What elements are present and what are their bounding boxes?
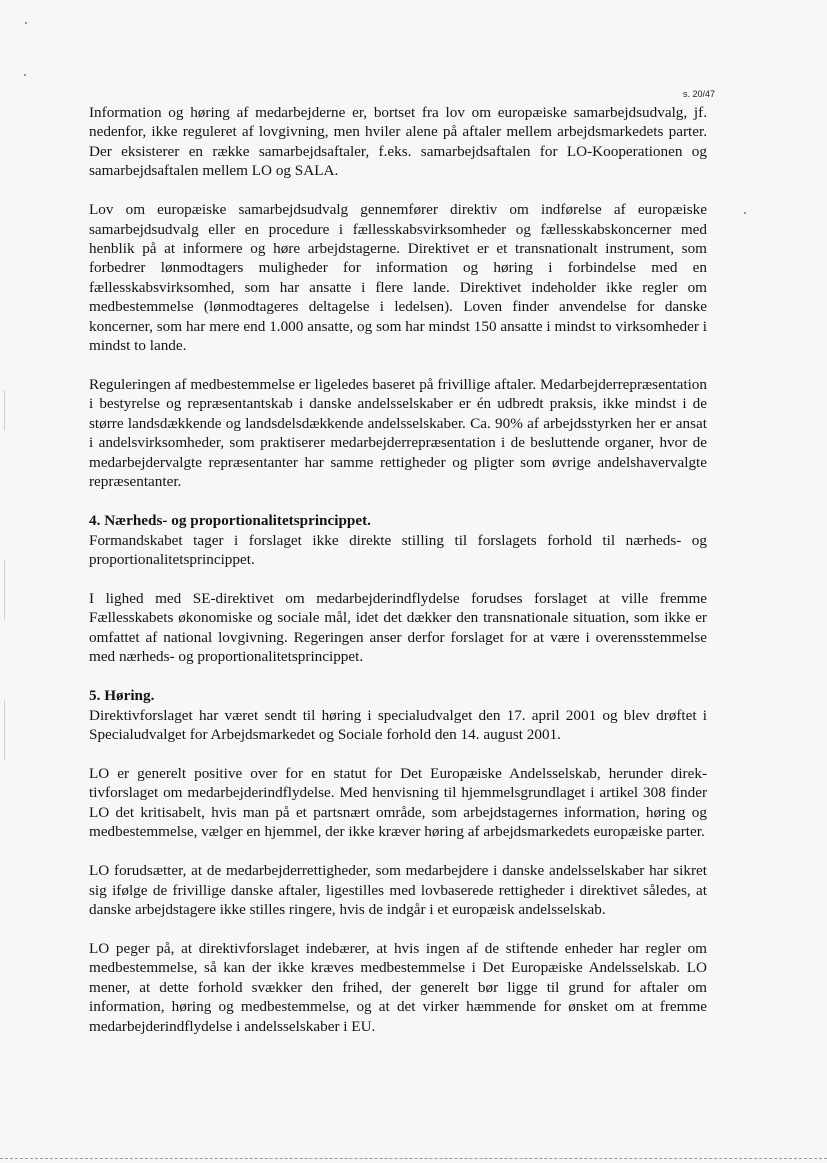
scan-margin-mark [4, 560, 5, 620]
section-heading: 4. Nærheds- og proportionalitetsprincippet. [89, 512, 371, 530]
paragraph: LO er generelt positive over for en statut for Det Europæiske Andelsselskab, herunder direktivforslaget om medarbejderindflydelse. Med henvisning til hjemmelsgrundlaget i artikel 308 finder LO det kritisabelt, hvis man på et partsnært område, som arbejdstagernes information, høring og medbestemmelse, vælger en hjemmel, der ikke kræver høring af arbejdsmarkedets europæiske parter. [89, 764, 707, 841]
paragraph: Information og høring af medarbejderne er, bortset fra lov om europæiske samarbejdsudvalg, jf. nedenfor, ikke reguleret af lovgivning, men hviler alene på aftaler mellem arbejdsmarkedets parter. Der eksisterer en række samarbejdsaftaler, f.eks. samarbejdsaftalen for LO-Kooperationen og samarbejdsaftalen mellem LO og SALA. [89, 104, 707, 180]
paragraph: LO forudsætter, at de medarbejderrettigheder, som medarbejdere i danske andelsselskaber har sikret sig ifølge de frivillige danske aftaler, ligestilles med lovbaserede rettigheder i direktivet således, at danske arbejdstagere ikke stilles ringere, hvis de indgår i et europæisk andelsselskab. [89, 862, 707, 918]
scan-edge-line [0, 1158, 827, 1159]
paragraph: Direktivforslaget har været sendt til høring i specialudvalget den 17. april 2001 og blev drøftet i Specialudvalget for Arbejdsmarkedet og Sociale forhold den 14. august 2001. [89, 706, 707, 743]
scan-speck [25, 22, 27, 24]
paragraph: I lighed med SE-direktivet om medarbejderindflydelse forudses forslaget at ville fremme Fællesskabets økonomiske og sociale mål, idet det dækker den transnationale situation, som ikke er omfattet af national lovgivning. Regeringen anser derfor forslaget for at være i overensstemmelse med nærheds- og proportionalitetsprincippet. [89, 589, 707, 666]
scan-margin-mark [4, 700, 5, 760]
scan-speck [24, 74, 26, 76]
scan-margin-mark [4, 390, 5, 430]
paragraph: LO peger på, at direktivforslaget indebærer, at hvis ingen af de stiftende enheder har regler om medbestemmelse, så kan der ikke kræves medbestemmelse i Det Europæiske Andelsselskab. LO mener, at dette forhold svækker den frihed, der generelt bør ligge til grund for aftaler om information, høring og medbestemmelse, og at det virker hæmmende for ønsket om at fremme medarbejderindflydelse i andelsselskaber i EU. [89, 939, 707, 1035]
scan-speck [744, 212, 746, 214]
section-heading: 5. Høring. [89, 687, 155, 705]
document-body [89, 103, 707, 1036]
paragraph: Reguleringen af medbestemmelse er ligeledes baseret på frivillige aftaler. Medarbejderrepræsentation i bestyrelse og repræsentantskab i danske andelsselskaber er én udbredt praksis, ikke mindst i de større landsdækkende og landsdelsdækkende andelsselskaber. Ca. 90% af arbejdsstyrken her er ansat i andelsvirksomheder, som praktiserer medarbejderrepræsentation i de besluttende organer, hvor de medarbejdervalgte repræsentanter har samme rettigheder og pligter som øvrige andelshavervalgte repræsentanter. [89, 376, 707, 491]
paragraph: Formandskabet tager i forslaget ikke direkte stilling til forslagets forhold til nærheds- og proportionalitetsprincippet. [89, 531, 707, 568]
page-number: s. 20/47 [683, 89, 716, 99]
paragraph: Lov om europæiske samarbejdsudvalg gennemfører direktiv om indførelse af europæiske samarbejdsudvalg eller en procedure i fællesskabsvirksomheder og fællesskabskoncerner med henblik på at informere og høre arbejdstagerne. Direktivet er et transnationalt instrument, som forbedrer lønmodtagers muligheder for information og høring i forbindelse med en fællesskabsvirksomhed, som har ansatte i flere lande. Direktivet indeholder ikke regler om medbestemmelse (lønmodtageres deltagelse i ledelsen). Loven finder anvendelse for danske koncerner, som har mere end 1.000 ansatte, og som har mindst 150 ansatte i mindst to virksomheder i mindst to lande. [89, 201, 707, 355]
